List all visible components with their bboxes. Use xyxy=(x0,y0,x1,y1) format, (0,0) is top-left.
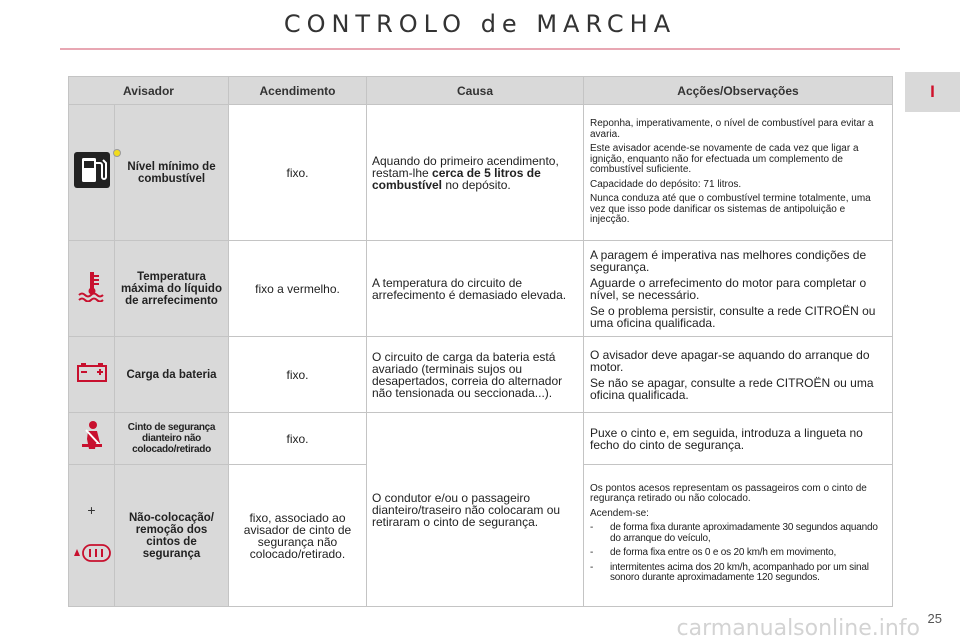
accoes-paragraph: A paragem é imperativa nas melhores condições de segurança. xyxy=(590,247,867,274)
accoes-paragraph: Puxe o cinto e, em seguida, introduza a lingueta no fecho do cinto de segurança. xyxy=(590,425,863,452)
table-row-fuel xyxy=(69,105,893,241)
icon-cell xyxy=(69,337,115,413)
causa-text-highlight: cerca de 5 litros de combustível xyxy=(372,165,541,192)
header-causa: Causa xyxy=(367,77,584,105)
header-accoes: Acções/Observações xyxy=(584,77,893,105)
accoes-paragraph: Capacidade do depósito: 71 litros. xyxy=(590,178,742,190)
accoes-text xyxy=(584,465,893,607)
rear-seatbelts-display-icon xyxy=(72,542,112,564)
coolant-temperature-icon xyxy=(77,270,107,302)
list-bullet: - xyxy=(590,522,594,533)
battery-icon xyxy=(77,362,107,382)
accoes-text xyxy=(584,337,893,413)
accoes-paragraph: O avisador deve apagar-se aquando do arranque do motor. xyxy=(590,347,870,374)
list-item-text: de forma fixa entre os 0 e os 20 km/h em movimento, xyxy=(610,547,837,558)
causa-text: O condutor e/ou o passageiro dianteiro/traseiro não colocaram ou retiraram o cinto de segurança. xyxy=(367,413,584,607)
accoes-text xyxy=(584,241,893,337)
icon-cell xyxy=(69,465,115,607)
accoes-text xyxy=(584,413,893,465)
warning-lights-table xyxy=(68,76,893,607)
list-item-text: de forma fixa durante aproximadamente 30 segundos aquando do arranque do veículo, xyxy=(610,522,878,544)
avisador-label: Temperatura máxima do líquido de arrefecimento xyxy=(115,241,229,337)
table-row-battery xyxy=(69,337,893,413)
accoes-paragraph: Aguarde o arrefecimento do motor para completar o nível, se necessário. xyxy=(590,275,867,302)
causa-text: A temperatura do circuito de arrefecimento é demasiado elevada. xyxy=(367,241,584,337)
title-divider xyxy=(60,48,900,50)
avisador-label: Não-colocação/ remoção dos cintos de segurança xyxy=(115,465,229,607)
accoes-paragraph: Se o problema persistir, consulte a rede CITROËN ou uma oficina qualificada. xyxy=(590,303,876,330)
acendimento-text: fixo. xyxy=(229,413,367,465)
lamp-indicator-icon xyxy=(113,149,121,157)
header-avisador: Avisador xyxy=(69,77,229,105)
header-acendimento: Acendimento xyxy=(229,77,367,105)
accoes-paragraph: Nunca conduza até que o combustível termine totalmente, uma vez que isso pode danificar os sistemas de antipoluição e injecção. xyxy=(590,193,871,226)
acendimento-text: fixo. xyxy=(229,337,367,413)
accoes-paragraph: Reponha, imperativamente, o nível de combustível para evitar a avaria. xyxy=(590,118,874,140)
acendimento-text: fixo a vermelho. xyxy=(229,241,367,337)
list-bullet: - xyxy=(590,547,594,558)
causa-text-post: no depósito. xyxy=(442,177,511,192)
plus-sign: + xyxy=(87,502,96,518)
list-item-text: intermitentes acima dos 20 km/h, acompanhado por um sinal sonoro durante aproximadamente 120 segundos. xyxy=(610,561,869,583)
chapter-tab[interactable]: I xyxy=(905,72,960,112)
avisador-label: Nível mínimo de combustível xyxy=(115,105,229,241)
causa-text-pre: Aquando do primeiro acendimento, restam-lhe xyxy=(372,153,559,180)
list-item xyxy=(590,523,886,544)
table-header-row xyxy=(69,77,893,105)
page-title: CONTROLO de MARCHA xyxy=(283,10,677,38)
watermark: carmanualsonline.info xyxy=(676,616,920,640)
seatbelt-icon xyxy=(79,420,105,452)
list-item xyxy=(590,548,886,559)
causa-text xyxy=(367,105,584,241)
icon-cell xyxy=(69,413,115,465)
accoes-paragraph: Este avisador acende-se novamente de cada vez que ligar a ignição, enquanto não for efectuada um complemento de combustível suficiente. xyxy=(590,143,859,176)
acendimento-text: fixo, associado ao avisador de cinto de segurança não colocado/retirado. xyxy=(229,465,367,607)
accoes-text xyxy=(584,105,893,241)
list-bullet: - xyxy=(590,561,594,573)
icon-cell xyxy=(69,105,115,241)
table-row-coolant xyxy=(69,241,893,337)
icon-cell xyxy=(69,241,115,337)
accoes-paragraph: Os pontos acesos representam os passageiros com o cinto de regurança retirado ou não colocado. xyxy=(590,482,867,504)
accoes-paragraph: Se não se apagar, consulte a rede CITROËN ou uma oficina qualificada. xyxy=(590,375,874,402)
avisador-label: Carga da bateria xyxy=(115,337,229,413)
acendimento-text: fixo. xyxy=(229,105,367,241)
avisador-label: Cinto de segurança dianteiro não colocado/retirado xyxy=(115,413,229,465)
accoes-paragraph: Acendem-se: xyxy=(590,507,649,519)
page-number: 25 xyxy=(927,611,942,626)
causa-text: O circuito de carga da bateria está avariado (terminais sujos ou desapertados, correia do alternador não tensionada ou seccionada...). xyxy=(367,337,584,413)
list-item xyxy=(590,563,886,584)
table-row-seatbelt xyxy=(69,413,893,465)
fuel-pump-icon xyxy=(73,151,111,194)
